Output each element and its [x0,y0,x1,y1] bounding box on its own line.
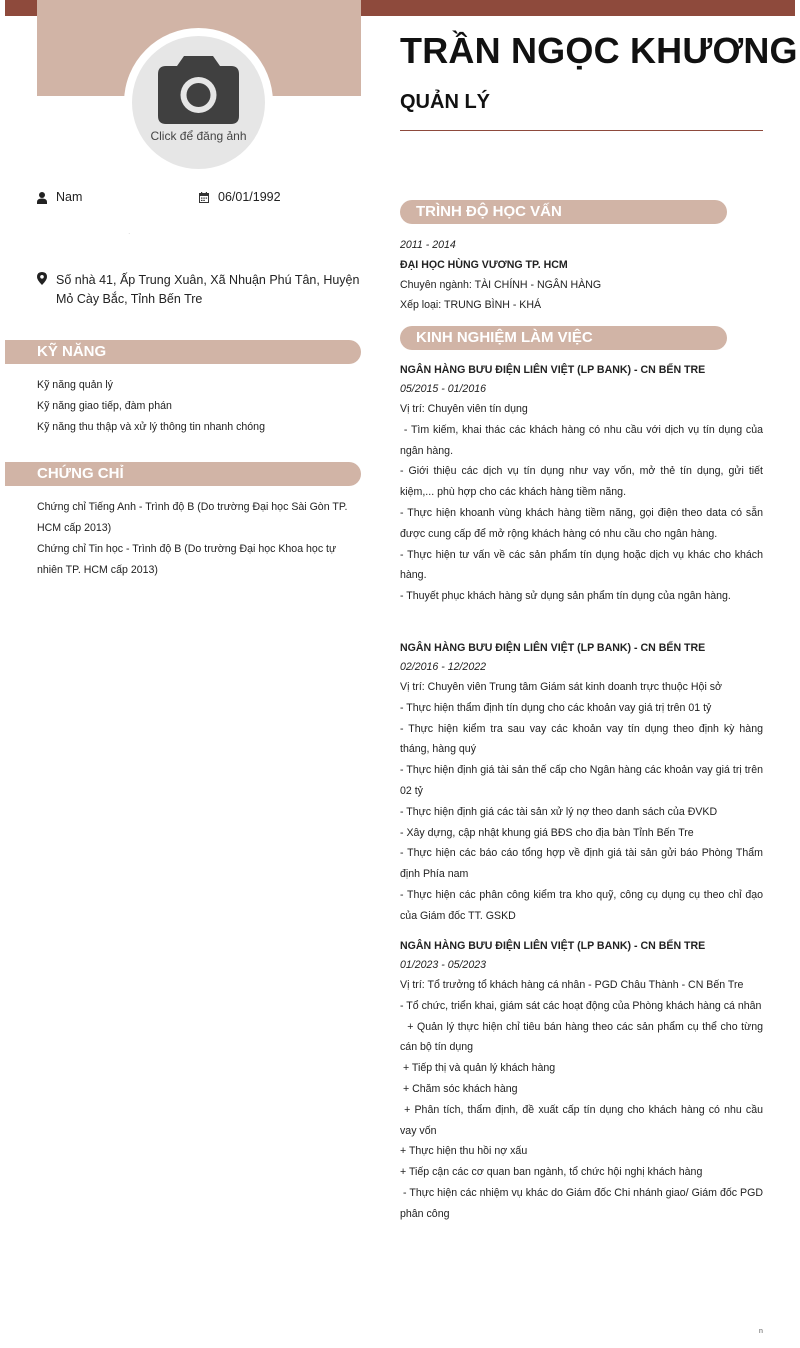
job-detail: - Thực hiện các báo cáo tổng hợp về định giá tài sản gửi báo Phòng Thẩm định Phía nam [400,847,766,881]
job-company: NGÂN HÀNG BƯU ĐIỆN LIÊN VIỆT (LP BANK) - CN BẾN TRE [400,642,706,654]
gender-value: Nam [56,190,83,204]
education-period: 2011 - 2014 [400,239,456,251]
job-detail: - Thực hiện kiểm tra sau vay các khoản vay tín dụng theo định kỳ hàng tháng, hàng quý [400,722,766,756]
education-rank: Xếp loại: TRUNG BÌNH - KHÁ [400,299,542,311]
job-company: NGÂN HÀNG BƯU ĐIỆN LIÊN VIỆT (LP BANK) - CN BẾN TRE [400,940,706,952]
job-detail: - Thực hiện các nhiệm vụ khác do Giám đốc Chi nhánh giao/ Giám đốc PGD phân công [400,1186,766,1220]
job-detail: - Thực hiện định giá các tài sản xử lý nợ theo danh sách của ĐVKD [400,805,718,818]
job-period: 02/2016 - 12/2022 [400,661,487,673]
job-detail: + Phân tích, thẩm định, đề xuất cấp tín dụng cho khách hàng có nhu cầu vay vốn [400,1103,766,1137]
certificate-item: Chứng chỉ Tiếng Anh - Trình độ B (Do trường Đại học Sài Gòn TP. HCM cấp 2013) [37,501,348,534]
camera-icon [158,56,239,124]
job-detail: - Giới thiệu các dịch vụ tín dụng như vay vốn, mở thẻ tín dụng, gửi tiết kiệm,... phù hợp cho các khách hàng tiềm năng. [400,465,766,499]
certificate-item: Chứng chỉ Tin học - Trình độ B (Do trường Đại học Khoa học tự nhiên TP. HCM cấp 2013) [37,543,337,576]
job-detail: Vị trí: Chuyên viên tín dụng [400,403,528,415]
job-entry [400,639,766,927]
job-detail: + Quản lý thực hiện chỉ tiêu bán hàng theo các sản phẩm cụ thể cho từng cán bộ tín dụng [400,1020,766,1054]
certificates-heading: CHỨNG CHỈ [5,462,361,486]
job-detail: + Tiếp cận các cơ quan ban ngành, tổ chức hội nghị khách hàng [400,1166,703,1179]
education-major: Chuyên ngành: TÀI CHÍNH - NGÂN HÀNG [400,279,602,291]
job-detail: - Thực hiện định giá tài sản thế cấp cho Ngân hàng các khoản vay giá trị trên 02 tỷ [400,764,766,797]
job-detail: - Thực hiện thẩm định tín dụng cho các khoản vay giá trị trên 01 tỷ [400,701,712,714]
address-value: Số nhà 41, Ấp Trung Xuân, Xã Nhuận Phú Tân, Huyện Mỏ Cày Bắc, Tỉnh Bến Tre [56,273,360,306]
job-detail: - Tổ chức, triển khai, giám sát các hoạt động của Phòng khách hàng cá nhân [400,999,762,1012]
job-period: 05/2015 - 01/2016 [400,383,487,395]
skill-item: Kỹ năng quản lý [37,379,113,391]
separator-dot: . [128,226,131,236]
job-detail: + Tiếp thị và quản lý khách hàng [400,1062,556,1075]
job-detail: - Thực hiện tư vấn về các sản phẩm tín dụng hoặc dịch vụ khác cho khách hàng. [400,548,766,582]
education-heading: TRÌNH ĐỘ HỌC VẤN [400,200,727,224]
job-entry [400,361,766,607]
job-detail: - Thực hiện khoanh vùng khách hàng tiềm năng, gọi điện theo data có sẵn được cung cấp để mở rộng khách hàng có nhu cầu cho ngân hàng. [400,506,766,540]
candidate-name: TRẦN NGỌC KHƯƠNG [400,30,798,71]
job-detail: Vị trí: Chuyên viên Trung tâm Giám sát kinh doanh trực thuộc Hội sở [400,681,722,693]
avatar-upload-label: Click để đăng ảnh [150,129,247,143]
experience-heading: KINH NGHIỆM LÀM VIỆC [400,326,727,350]
job-detail: - Thực hiện các phân công kiểm tra kho quỹ, công cụ dụng cụ theo chỉ đạo của Giám đốc TT. GSKD [400,888,766,922]
dob-info [199,190,281,204]
education-entry [400,235,763,315]
avatar-upload[interactable] [132,36,265,169]
page-mark: n [759,1328,763,1335]
skill-item: Kỹ năng thu thập và xử lý thông tin nhanh chóng [37,421,265,433]
dob-value: 06/01/1992 [218,190,281,204]
address-info [37,271,361,309]
job-detail: + Chăm sóc khách hàng [400,1082,518,1095]
job-company: NGÂN HÀNG BƯU ĐIỆN LIÊN VIỆT (LP BANK) - CN BẾN TRE [400,364,706,376]
skills-list [37,375,265,438]
gender-info [37,190,82,204]
skill-item: Kỹ năng giao tiếp, đàm phán [37,400,172,412]
candidate-role: QUẢN LÝ [400,91,490,113]
job-detail: - Thuyết phục khách hàng sử dụng sản phẩm tín dụng của ngân hàng. [400,590,731,603]
title-divider [400,130,763,131]
skills-heading: KỸ NĂNG [5,340,361,364]
certificates-list [37,497,361,581]
person-icon [37,192,47,204]
job-detail: - Tìm kiếm, khai thác các khách hàng có nhu cầu với dịch vụ tín dụng của ngân hàng. [400,423,766,457]
job-detail: Vị trí: Tổ trưởng tổ khách hàng cá nhân - PGD Châu Thành - CN Bến Tre [400,979,744,991]
education-school: ĐẠI HỌC HÙNG VƯƠNG TP. HCM [400,259,568,271]
job-detail: - Xây dựng, cập nhật khung giá BĐS cho địa bàn Tỉnh Bến Tre [400,826,694,839]
calendar-icon [199,192,209,203]
job-detail: + Thực hiện thu hồi nợ xấu [400,1145,528,1158]
job-period: 01/2023 - 05/2023 [400,959,487,971]
job-entry [400,937,766,1225]
map-pin-icon [37,272,47,285]
